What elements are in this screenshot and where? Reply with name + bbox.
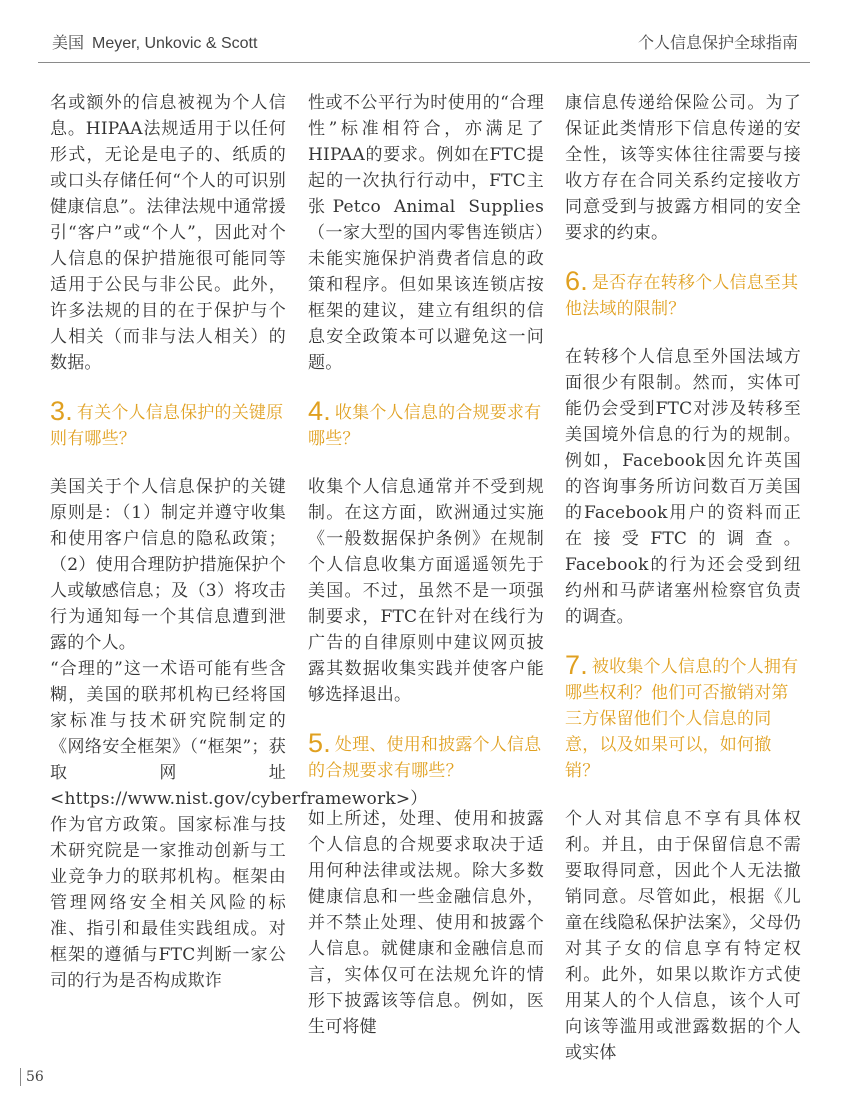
paragraph: 个人对其信息不享有具体权利。并且，由于保留信息不需要取得同意，因此个人无法撤销同意。尽管如此，根据《儿童在线隐私保护法案》，父母仍对其子女的信息享有特定权利。此外，如果以欺诈方式使用某人的个人信息，该个人可向该等滥用或泄露数据的个人或实体 — [565, 809, 801, 1063]
section-number: 5. — [308, 728, 331, 758]
section-heading-6 — [565, 268, 801, 322]
page-header — [0, 0, 850, 62]
section-title: 有关个人信息保护的关键原则有哪些？ — [50, 403, 284, 449]
header-country: 美国 — [52, 33, 85, 52]
section-title: 是否存在转移个人信息至其他法域的限制？ — [565, 273, 799, 319]
section-title: 被收集个人信息的个人拥有哪些权利？他们可否撤销对第三方保留他们个人信息的同意，以及如果可以，如何撤销？ — [565, 657, 799, 781]
section-number: 4. — [308, 396, 331, 426]
paragraph: 性或不公平行为时使用的“合理性”标准相符合，亦满足了HIPAA的要求。例如在FTC提起的一次执行行动中，FTC主张Petco Animal Supplies（一家大型的国内零售连锁店）未能实施保护消费者信息的政策和程序。但如果该连锁店按框架的建议，建立有组织的信息安全政策本可以避免这一问题。 — [308, 93, 544, 373]
header-firm: Meyer, Unkovic & Scott — [92, 35, 258, 52]
section-number: 3. — [50, 396, 73, 426]
paragraph: 康信息传递给保险公司。为了保证此类情形下信息传递的安全性，该等实体往往需要与接收方存在合同关系约定接收方同意受到与披露方相同的安全要求的约束。 — [565, 93, 801, 243]
header-guide-title: 个人信息保护全球指南 — [637, 33, 798, 52]
paragraph: 美国关于个人信息保护的关键原则是：（1）制定并遵守收集和使用客户信息的隐私政策；（2）使用合理防护措施保护个人或敏感信息；及（3）将攻击行为通知每一个其信息遭到泄露的个人。 — [50, 477, 286, 653]
paragraph: 在转移个人信息至外国法域方面很少有限制。然而，实体可能仍会受到FTC对涉及转移至美国境外信息的行为的规制。例如，Facebook因允许英国的咨询事务所访问数百万美国的Facebook用户的资料而正在接受FTC的调查。Facebook的行为还会受到纽约州和马萨诸塞州检察官负责的调查。 — [565, 347, 801, 627]
section-heading-4 — [308, 398, 544, 452]
section-heading-7 — [565, 652, 801, 784]
footer-divider — [20, 1068, 21, 1086]
paragraph: 名或额外的信息被视为个人信息。HIPAA法规适用于以任何形式，无论是电子的、纸质的或口头存储任何“个人的可识别健康信息”。法律法规中通常援引“客户”或“个人”，因此对个人信息的保护措施很可能同等适用于公民与非公民。此外，许多法规的目的在于保护与个人相关（而非与法人相关）的数据。 — [50, 93, 286, 373]
column-3 — [565, 90, 801, 1066]
header-left — [52, 30, 257, 53]
paragraph: “合理的”这一术语可能有些含糊，美国的联邦机构已经将国家标准与技术研究院制定的《网络安全框架》（“框架”；获取网址 <https://www.nist.gov/cyberframework>）作为官方政策。国家标准与技术研究院是一家推动创新与工业竞争力的联邦机构。框架由管理网络安全相关风险的标准、指引和最佳实践组成。对框架的遵循与FTC判断一家公司的行为是否构成欺诈 — [50, 659, 428, 991]
section-heading-3 — [50, 398, 286, 452]
paragraph: 如上所述，处理、使用和披露个人信息的合规要求取决于适用何种法律或法规。除大多数健康信息和一些金融信息外，并不禁止处理、使用和披露个人信息。就健康和金融信息而言，实体仅可在法规允许的情形下披露该等信息。例如，医生可将健 — [308, 809, 544, 1037]
paragraph: 收集个人信息通常并不受到规制。在这方面，欧洲通过实施《一般数据保护条例》在规制个人信息收集方面遥遥领先于美国。不过，虽然不是一项强制要求，FTC在针对在线行为广告的自律原则中建议网页披露其数据收集实践并使客户能够选择退出。 — [308, 477, 544, 705]
column-2 — [308, 90, 544, 1040]
header-divider — [38, 62, 810, 63]
section-title: 收集个人信息的合规要求有哪些？ — [308, 403, 542, 449]
section-title: 处理、使用和披露个人信息的合规要求有哪些？ — [308, 735, 542, 781]
section-number: 7. — [565, 650, 588, 680]
page-number: 56 — [26, 1069, 44, 1085]
section-number: 6. — [565, 266, 588, 296]
section-heading-5 — [308, 730, 544, 784]
